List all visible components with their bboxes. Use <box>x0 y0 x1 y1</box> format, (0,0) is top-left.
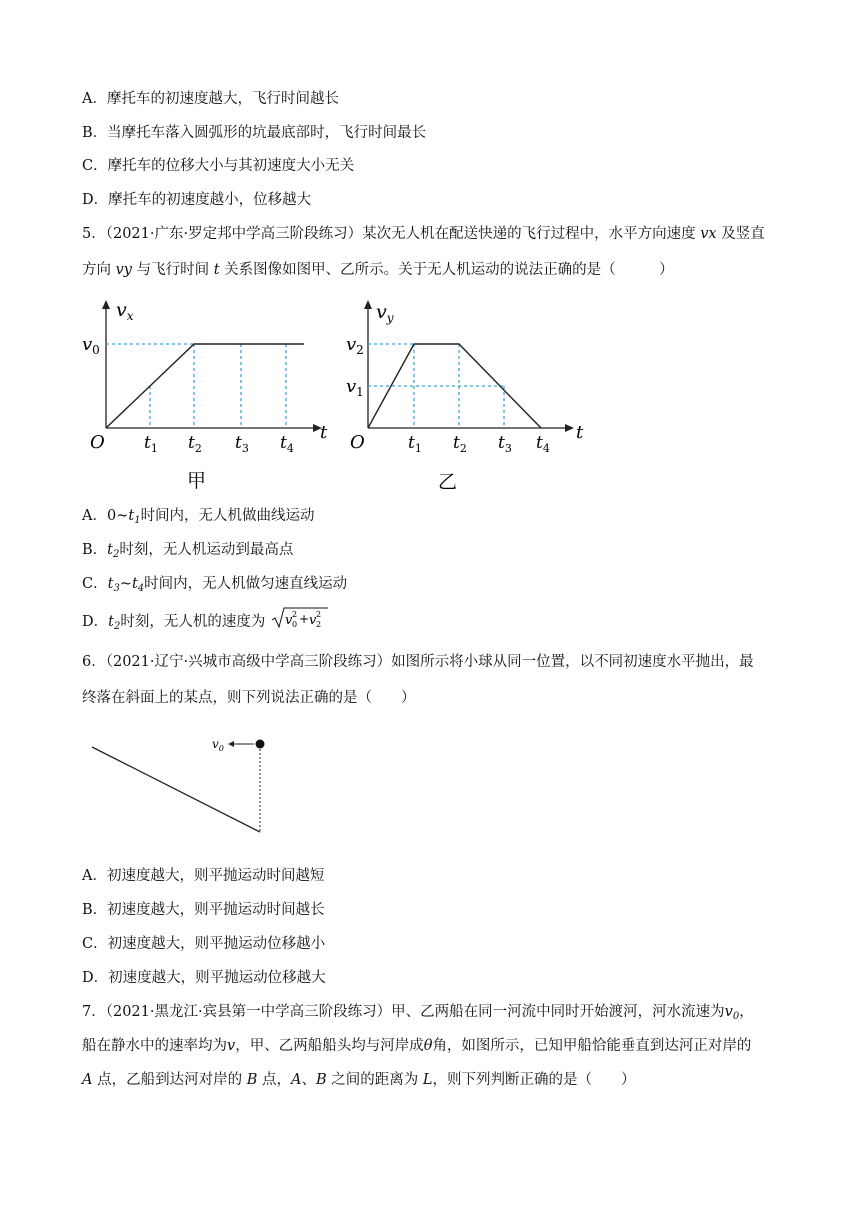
var-t: t <box>108 614 114 630</box>
question-text: 某次无人机在配送快递的飞行过程中，水平方向速度 <box>362 226 696 242</box>
var-t: t <box>131 576 138 592</box>
incline <box>92 747 260 832</box>
option-letter: C． <box>82 936 108 952</box>
question-text: ，则下列判断正确的是（ ） <box>432 1072 636 1088</box>
ball <box>256 740 265 749</box>
q7-stem-line1 <box>82 1002 754 1027</box>
svg-text:2: 2 <box>315 620 322 629</box>
graph-caption: 甲 <box>187 470 207 492</box>
question-text: 之间的距离为 <box>331 1072 419 1088</box>
q6-option-c <box>82 934 325 954</box>
option-letter: C． <box>82 576 108 592</box>
option-letter: A． <box>82 91 107 107</box>
option-text: 初速度越大，则平抛运动位移越小 <box>107 936 326 952</box>
v0-label: $v_0$ <box>82 334 100 357</box>
q6-option-b <box>82 900 325 920</box>
option-letter: B． <box>82 542 108 558</box>
svg-text:v: v <box>308 613 317 628</box>
question-text: 如图所示将小球从同一位置，以不同初速度水平抛出，最 <box>391 654 754 670</box>
svg-text:v: v <box>284 613 293 628</box>
svg-text:+: + <box>298 612 310 626</box>
q5-option-a <box>82 506 315 531</box>
question-text: 角，如图所示，已知甲船恰能垂直到达河正对岸的 <box>432 1038 752 1054</box>
option-text: 时刻，无人机运动到最高点 <box>119 542 294 558</box>
q4-option-b <box>82 123 426 143</box>
q6-option-a <box>82 866 324 886</box>
y-axis-arrow <box>102 300 110 309</box>
q6-stem-line1 <box>82 652 754 672</box>
question-text: 终落在斜面上的某点，则下列说法正确的是（ ） <box>82 690 416 706</box>
question-source: （2021·辽宁·兴城市高级中学高三阶段练习） <box>105 654 392 670</box>
x-axis-label: t <box>320 422 328 443</box>
option-text: 时间内，无人机做匀速直线运动 <box>144 576 348 592</box>
option-text: 时间内，无人机做曲线运动 <box>140 508 315 524</box>
tick-t1: $t_1$ <box>144 433 158 455</box>
var-subscript: 3 <box>113 583 120 594</box>
y-axis-arrow <box>364 300 372 309</box>
option-letter: D． <box>82 970 109 986</box>
graph-caption: 乙 <box>438 471 458 493</box>
question-text: 及竖直 <box>721 226 765 242</box>
graph-yi <box>340 296 600 496</box>
option-separator: ~ <box>119 576 132 592</box>
question-text: ， <box>739 1004 754 1020</box>
tick-t2: $t_2$ <box>188 433 202 455</box>
q4-option-c <box>82 156 354 176</box>
option-text: 初速度越大，则平抛运动时间越短 <box>106 868 325 884</box>
option-letter: A． <box>82 508 107 524</box>
origin-label: O <box>90 432 105 453</box>
svg-text:2: 2 <box>315 610 322 619</box>
q4-option-d <box>82 190 311 210</box>
option-letter: D． <box>82 192 109 208</box>
question-number: 6． <box>82 654 106 670</box>
var-t: t <box>213 262 220 278</box>
v1-label: $v_1$ <box>346 376 364 399</box>
q6-stem-line2 <box>82 688 416 708</box>
option-text: 摩托车的位移大小与其初速度大小无关 <box>107 158 355 174</box>
var-v: v <box>724 1004 733 1020</box>
var-t: t <box>128 508 135 524</box>
tick-t3: $t_3$ <box>235 433 249 455</box>
question-text: 关系图像如图甲、乙所示。关于无人机运动的说法正确的是（ ） <box>224 262 674 278</box>
var-b: B <box>246 1072 258 1088</box>
v2-label: $v_2$ <box>346 334 364 357</box>
x-axis-arrow <box>565 424 574 432</box>
var-subscript: 4 <box>137 583 145 594</box>
var-vy: vy <box>115 262 132 278</box>
tick-t2: $t_2$ <box>453 433 467 455</box>
option-letter: D． <box>82 614 109 630</box>
question-text: 点，乙船到达河对岸的 <box>97 1072 243 1088</box>
question-text: 、 <box>301 1072 316 1088</box>
projectile-diagram <box>82 728 282 838</box>
question-text: 甲、乙两船在同一河流中同时开始渡河，河水流速为 <box>391 1004 725 1020</box>
svg-text:0: 0 <box>291 620 298 629</box>
question-source: （2021·广东·罗定邦中学高三阶段练习） <box>105 226 363 242</box>
question-text: 与飞行时间 <box>136 262 210 278</box>
q5-option-b <box>82 540 293 565</box>
q5-option-d <box>82 612 330 637</box>
y-axis-label: $v_y$ <box>376 301 394 325</box>
option-text: 摩托车的初速度越大，飞行时间越长 <box>106 91 339 107</box>
var-l: L <box>422 1072 433 1088</box>
option-letter: B． <box>82 125 108 141</box>
var-subscript: 2 <box>113 621 121 632</box>
svg-text:2: 2 <box>291 610 298 619</box>
question-number: 5． <box>82 226 106 242</box>
question-text: 点， <box>261 1072 291 1088</box>
option-text: 摩托车的初速度越小，位移越大 <box>108 192 312 208</box>
var-b: B <box>315 1072 327 1088</box>
q5-option-c <box>82 574 347 599</box>
var-t: t <box>107 542 113 558</box>
origin-label: O <box>350 432 365 453</box>
v0-arrow-head <box>228 741 234 747</box>
tick-t4: $t_4$ <box>280 433 294 455</box>
var-subscript: 2 <box>112 549 120 560</box>
option-text: 当摩托车落入圆弧形的坑最底部时，飞行时间最长 <box>107 125 427 141</box>
question-number: 7． <box>82 1004 106 1020</box>
option-letter: B． <box>82 902 108 918</box>
tick-t1: $t_1$ <box>408 433 422 455</box>
vx-curve <box>106 344 304 428</box>
option-text: 初速度越大，则平抛运动位移越大 <box>108 970 326 986</box>
tick-t3: $t_3$ <box>498 433 512 455</box>
var-v: v <box>227 1038 236 1054</box>
tick-t4: $t_4$ <box>536 433 550 455</box>
option-text: 初速度越大，则平抛运动时间越长 <box>107 902 325 918</box>
question-text: 船在静水中的速率均为 <box>82 1038 227 1054</box>
var-a: A <box>82 1072 93 1088</box>
question-source: （2021·黑龙江·宾县第一中学高三阶段练习） <box>105 1004 392 1020</box>
var-a: A <box>290 1072 302 1088</box>
graph-jia <box>78 296 340 496</box>
question-text: ，甲、乙两船船头均与河岸成 <box>235 1038 424 1054</box>
x-axis-label: t <box>576 422 584 443</box>
q7-stem-line3 <box>82 1070 635 1090</box>
option-letter: C． <box>82 158 108 174</box>
question-text: 方向 <box>82 262 111 278</box>
var-vx: vx <box>700 226 717 242</box>
var-t: t <box>107 576 114 592</box>
q5-stem-line2 <box>82 260 674 280</box>
q4-option-a <box>82 89 339 109</box>
var-subscript: 1 <box>134 515 141 526</box>
q6-option-d <box>82 968 326 988</box>
option-text: 时刻，无人机的速度为 <box>120 614 266 630</box>
var-subscript: 0 <box>732 1011 740 1022</box>
option-letter: A． <box>82 868 107 884</box>
q7-stem-line2 <box>82 1036 751 1056</box>
option-prefix: 0~ <box>106 508 129 524</box>
v0-label: $v_0$ <box>212 737 224 753</box>
var-theta: θ <box>423 1038 433 1054</box>
q5-stem-line1 <box>82 224 765 244</box>
y-axis-label: $v_x$ <box>116 299 134 323</box>
sqrt-formula <box>270 605 330 631</box>
